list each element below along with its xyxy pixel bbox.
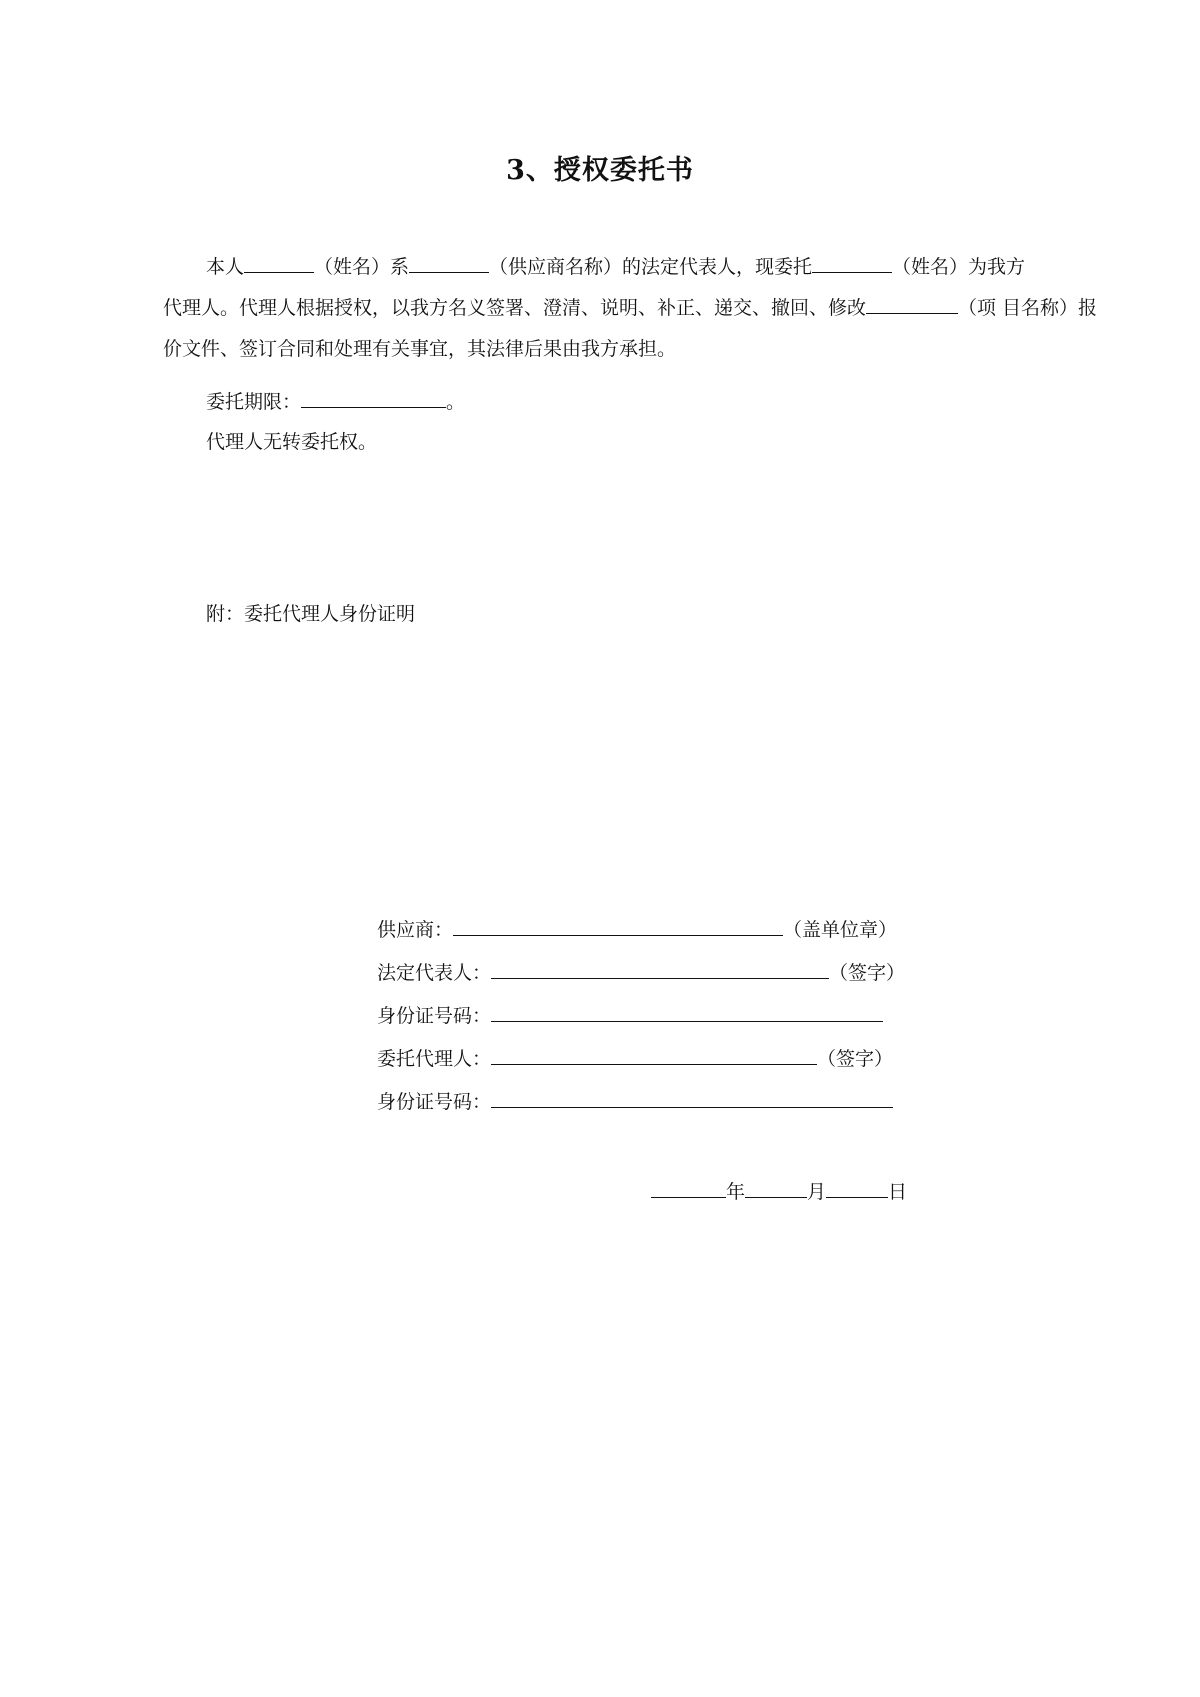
day-blank[interactable] [826,1175,888,1198]
date-line [651,1175,907,1204]
paragraph-line-2 [163,288,1098,329]
text-segment: 代理人。代理人根据授权，以我方名义签署、澄清、说明、补正、递交、撤回、修改 [163,297,867,319]
supplier-name-blank[interactable] [409,250,489,273]
agent-name-blank[interactable] [812,250,892,273]
supplier-label: 供应商： [377,919,454,941]
month-label: 月 [807,1181,827,1203]
agent-blank[interactable] [491,1044,817,1065]
signature-id1-row [377,1001,883,1028]
signature-supplier-row [377,915,897,942]
supplier-suffix: （盖单位章） [783,919,898,941]
no-subdelegation-line: 代理人无转委托权。 [206,431,378,453]
text-segment: 本人 [206,256,245,278]
id1-label: 身份证号码： [377,1005,492,1027]
year-label: 年 [726,1181,746,1203]
agent-label: 委托代理人： [377,1048,492,1070]
term-line [206,385,465,414]
text-segment: （项 目名称）报 [958,297,1098,319]
signature-id2-row [377,1087,893,1114]
legal-rep-suffix: （签字） [829,962,906,984]
id2-blank[interactable] [491,1087,893,1108]
signature-legal-rep-row [377,958,905,985]
term-label: 委托期限： [206,391,302,413]
year-blank[interactable] [651,1175,726,1198]
text-segment: 价文件、签订合同和处理有关事宜，其法律后果由我方承担。 [163,338,677,360]
month-blank[interactable] [745,1175,807,1198]
paragraph-line-1 [163,247,1078,288]
term-blank[interactable] [301,385,446,408]
legal-rep-blank[interactable] [491,958,829,979]
text-segment: （供应商名称）的法定代表人，现委托 [489,256,813,278]
supplier-blank[interactable] [453,915,783,936]
paragraph-line-3 [163,329,1078,370]
id2-label: 身份证号码： [377,1091,492,1113]
project-name-blank[interactable] [866,291,958,314]
agent-suffix: （签字） [817,1048,894,1070]
text-segment: （姓名）为我方 [892,256,1026,278]
text-segment: （姓名）系 [314,256,410,278]
principal-name-blank[interactable] [244,250,314,273]
legal-rep-label: 法定代表人： [377,962,492,984]
document-title: 3、授权委托书 [506,155,694,186]
term-end: 。 [446,391,466,413]
signature-agent-row [377,1044,893,1071]
id1-blank[interactable] [491,1001,883,1022]
authorization-paragraph [163,247,1098,370]
attachment-line: 附：委托代理人身份证明 [206,603,416,625]
day-label: 日 [888,1181,908,1203]
